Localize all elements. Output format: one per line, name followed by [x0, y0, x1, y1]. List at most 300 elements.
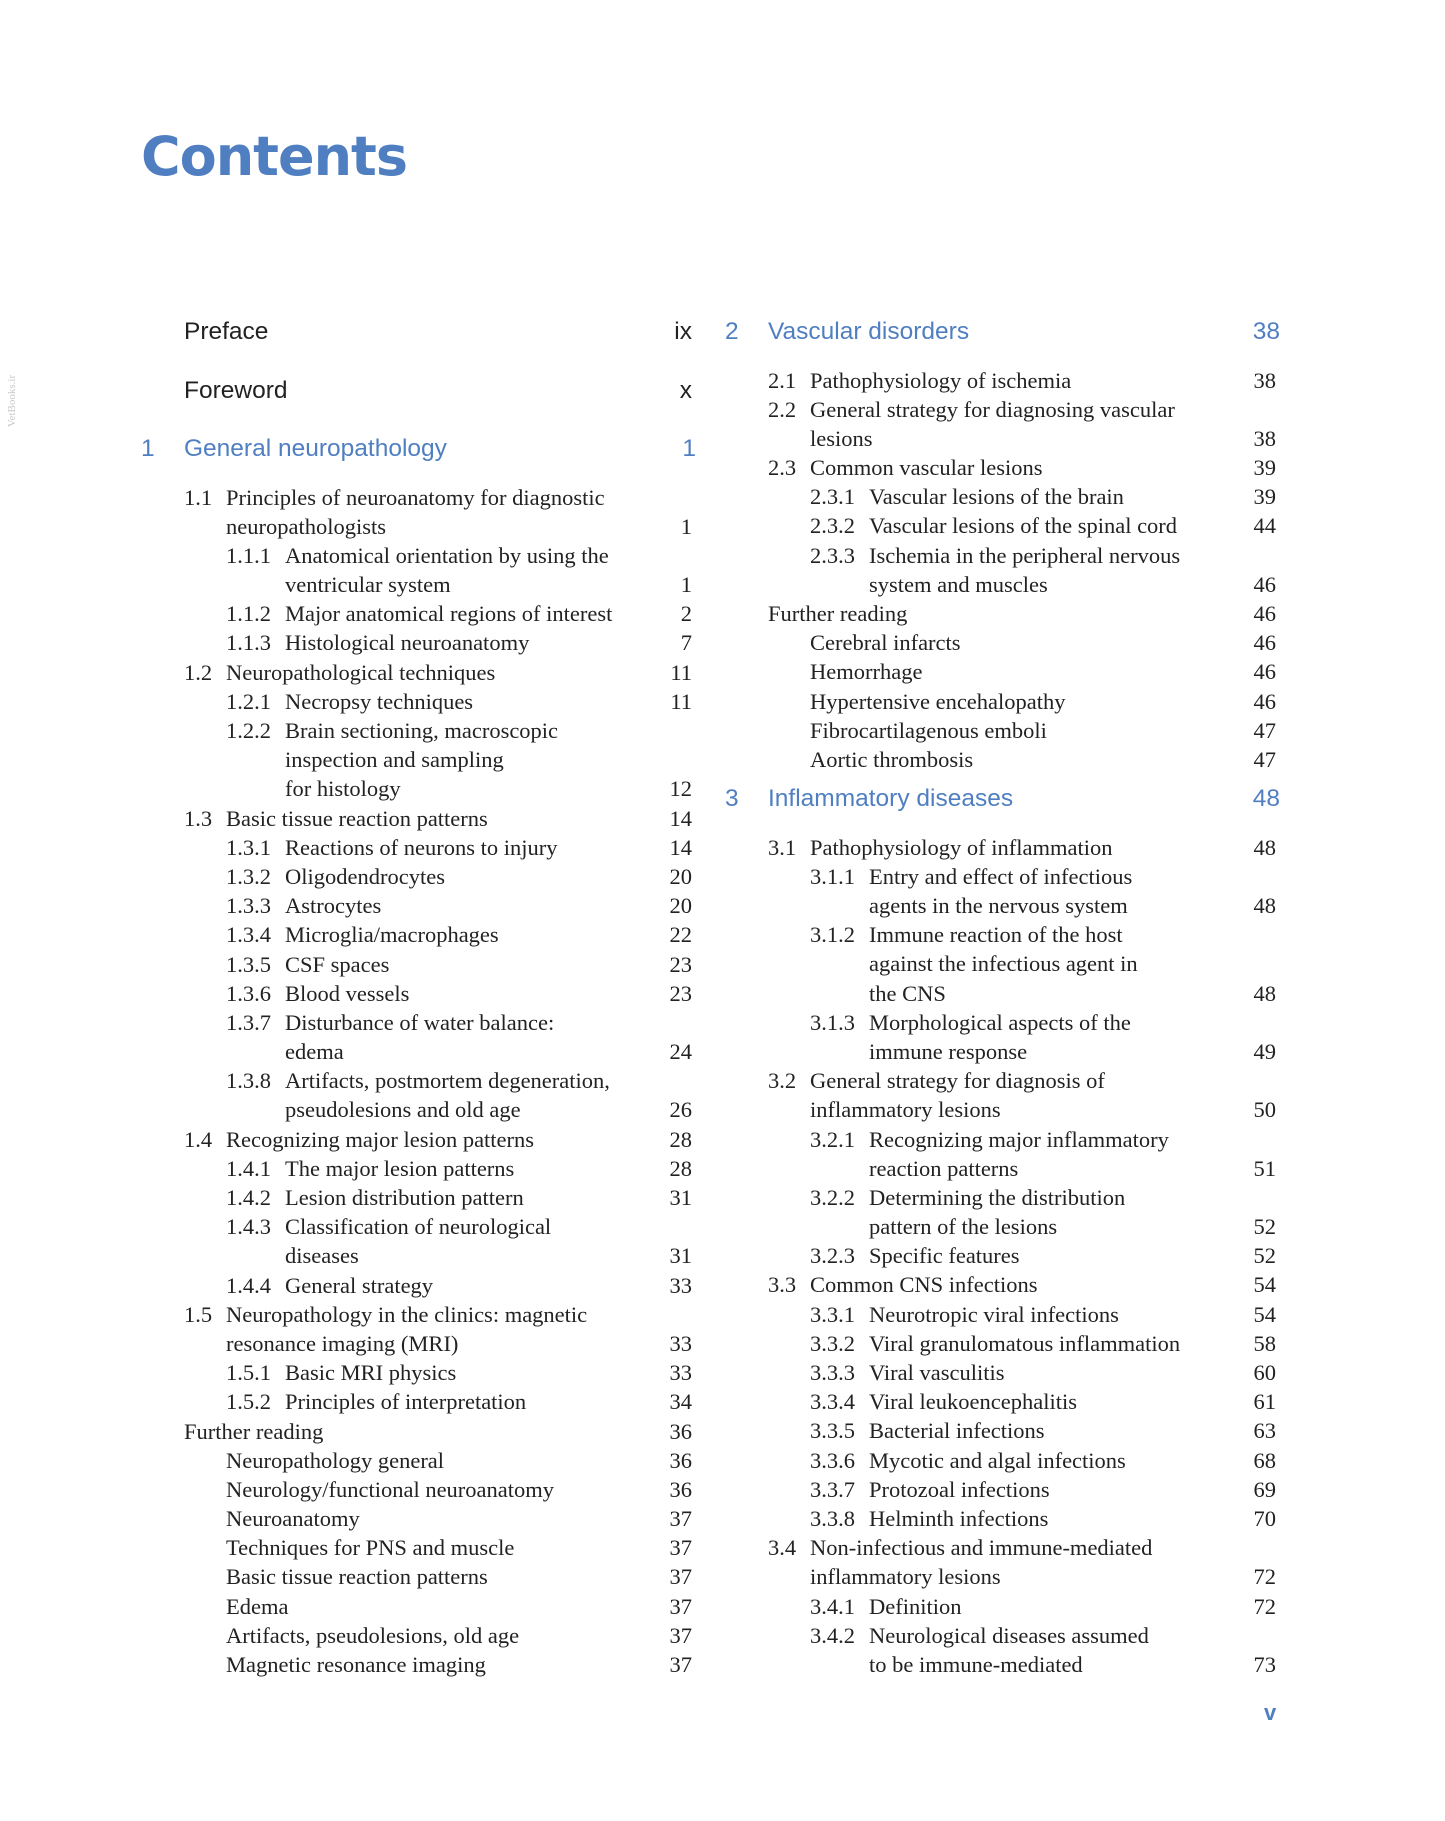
- toc-entry-number: 2.1: [768, 367, 797, 393]
- toc-entry-title: Immune reaction of the host: [869, 922, 1123, 948]
- toc-subsection-entry[interactable]: [141, 862, 696, 891]
- toc-entry-page: 26: [669, 1097, 692, 1123]
- toc-entry-title: Non-infectious and immune-mediated: [810, 1535, 1153, 1561]
- toc-further-reading-item[interactable]: [725, 628, 1280, 657]
- toc-entry-page: 49: [1253, 1038, 1276, 1064]
- toc-entry-number: 2.3.2: [810, 513, 855, 539]
- toc-subsection-entry[interactable]: [725, 511, 1280, 540]
- toc-entry-page: 38: [1253, 367, 1276, 393]
- toc-entry-page: 14: [669, 805, 692, 831]
- watermark: VetBooks.ir: [6, 374, 19, 428]
- toc-further-reading-item[interactable]: [141, 1446, 696, 1475]
- toc-section-entry[interactable]: [141, 483, 696, 512]
- toc-entry-number: 3.1.3: [810, 1009, 855, 1035]
- toc-entry-title: Artifacts, pseudolesions, old age: [226, 1622, 520, 1648]
- toc-section-entry[interactable]: [725, 366, 1280, 395]
- toc-entry-page: 37: [669, 1622, 692, 1648]
- toc-entry-page: 11: [670, 688, 692, 714]
- toc-subsection-entry[interactable]: [725, 1358, 1280, 1387]
- toc-entry-number: 3.4: [768, 1535, 797, 1561]
- toc-subsection-entry[interactable]: [141, 920, 696, 949]
- toc-subsection-entry[interactable]: [725, 1300, 1280, 1329]
- toc-further-reading-item[interactable]: [141, 1592, 696, 1621]
- toc-entry-title: Common CNS infections: [810, 1272, 1038, 1298]
- toc-entry-title: Foreword: [184, 376, 288, 404]
- toc-entry-number: 1.2: [184, 659, 213, 685]
- page-number: v: [1264, 1700, 1277, 1725]
- toc-entry-title: inspection and sampling: [285, 747, 504, 773]
- toc-entry-title: Basic tissue reaction patterns: [226, 805, 488, 831]
- toc-entry-page: 39: [1253, 455, 1276, 481]
- toc-entry-title: Classification of neurological: [285, 1214, 552, 1240]
- toc-section-entry-continued[interactable]: [725, 1095, 1280, 1124]
- toc-entry-title: Histological neuroanatomy: [285, 630, 530, 656]
- toc-entry-page: 51: [1253, 1155, 1276, 1181]
- toc-entry-title: Oligodendrocytes: [285, 863, 445, 889]
- toc-entry-number: 1.3.2: [226, 863, 271, 889]
- toc-entry-title: Necropsy techniques: [285, 688, 474, 714]
- toc-entry-page: 47: [1253, 717, 1276, 743]
- toc-column-right: [725, 307, 1280, 1679]
- toc-section-entry-continued[interactable]: [141, 1329, 696, 1358]
- toc-entry-number: 1.2.1: [226, 688, 271, 714]
- toc-subsection-entry[interactable]: [725, 1183, 1280, 1212]
- toc-entry-number: 3.3: [768, 1272, 797, 1298]
- toc-entry-number: 2.3.3: [810, 542, 855, 568]
- toc-entry-page: 23: [669, 980, 692, 1006]
- toc-entry-title: Neuropathological techniques: [226, 659, 496, 685]
- toc-entry-number: 1.1: [184, 484, 213, 510]
- toc-section-entry-continued[interactable]: [141, 512, 696, 541]
- toc-entry-number: 1.3: [184, 805, 213, 831]
- toc-entry-title: Principles of neuroanatomy for diagnostic: [226, 484, 605, 510]
- toc-subsection-entry-continued[interactable]: [725, 891, 1280, 920]
- toc-subsection-entry[interactable]: [141, 687, 696, 716]
- toc-subsection-entry-continued[interactable]: [725, 979, 1280, 1008]
- toc-entry-title: the CNS: [869, 980, 946, 1006]
- toc-entry-page: 68: [1253, 1447, 1276, 1473]
- toc-entry-page: 20: [669, 863, 692, 889]
- toc-further-reading-item[interactable]: [141, 1650, 696, 1679]
- toc-entry-page: 47: [1253, 746, 1276, 772]
- toc-entry-number: 1.3.8: [226, 1068, 271, 1094]
- toc-entry-page: 61: [1253, 1389, 1276, 1415]
- toc-subsection-entry[interactable]: [141, 716, 696, 745]
- toc-entry-title: agents in the nervous system: [869, 893, 1128, 918]
- toc-entry-title: General strategy: [285, 1272, 434, 1298]
- toc-subsection-entry[interactable]: [141, 1154, 696, 1183]
- toc-entry-page: 33: [669, 1360, 692, 1386]
- toc-entry-page: 1: [682, 435, 696, 462]
- toc-subsection-entry-continued[interactable]: [725, 1650, 1280, 1679]
- toc-entry-title: General strategy for diagnosing vascular: [810, 396, 1175, 422]
- toc-entry-title: Viral granulomatous inflammation: [869, 1330, 1181, 1356]
- toc-entry-title: Definition: [869, 1593, 962, 1619]
- toc-entry-page: 31: [669, 1185, 692, 1210]
- toc-subsection-entry[interactable]: [725, 1008, 1280, 1037]
- toc-entry-number: 1.5: [184, 1301, 213, 1327]
- toc-entry-number: 1.2.2: [226, 718, 271, 743]
- toc-entry-number: 1.4.3: [226, 1214, 271, 1240]
- toc-entry-title: for histology: [285, 776, 401, 802]
- toc-entry-title: Disturbance of water balance:: [285, 1009, 555, 1035]
- toc-entry-number: 1.4.1: [226, 1155, 271, 1181]
- toc-further-reading-item[interactable]: [725, 657, 1280, 686]
- toc-section-entry[interactable]: [725, 1270, 1280, 1299]
- toc-subsection-entry[interactable]: [141, 599, 696, 628]
- toc-subsection-entry-continued[interactable]: [141, 1241, 696, 1270]
- toc-section-entry[interactable]: [141, 804, 696, 833]
- toc-entry-page: 37: [669, 1535, 692, 1561]
- toc-entry-title: Microglia/macrophages: [285, 922, 499, 948]
- toc-subsection-entry-continued[interactable]: [141, 570, 696, 599]
- toc-entry-title: inflammatory lesions: [810, 1564, 1001, 1590]
- toc-subsection-entry-continued[interactable]: [725, 570, 1280, 599]
- toc-subsection-entry[interactable]: [725, 1125, 1280, 1154]
- toc-entry-page: 36: [669, 1418, 692, 1444]
- toc-entry-title: Blood vessels: [285, 980, 410, 1006]
- toc-entry-page: 37: [669, 1652, 692, 1677]
- toc-entry-title: ventricular system: [285, 572, 451, 598]
- toc-subsection-entry[interactable]: [141, 1358, 696, 1387]
- toc-entry-page: 33: [669, 1330, 692, 1356]
- toc-entry-number: 1.1.2: [226, 601, 271, 627]
- toc-entry-title: resonance imaging (MRI): [226, 1330, 459, 1356]
- toc-entry-number: 1.3.3: [226, 893, 271, 919]
- toc-entry-title: diseases: [285, 1243, 359, 1269]
- toc-section-entry-continued[interactable]: [725, 1562, 1280, 1591]
- toc-entry-number: 3.3.3: [810, 1360, 855, 1385]
- toc-entry-page: 73: [1253, 1651, 1276, 1677]
- toc-entry-page: 7: [680, 630, 692, 656]
- toc-subsection-entry[interactable]: [141, 1212, 696, 1241]
- toc-entry-page: 46: [1253, 688, 1276, 714]
- toc-entry-page: 36: [669, 1447, 692, 1473]
- toc-entry-number: 3.3.2: [810, 1330, 855, 1356]
- toc-entry-title: Vascular lesions of the brain: [869, 484, 1124, 510]
- toc-entry-number: 2.2: [768, 396, 797, 422]
- toc-entry-number: 2.3: [768, 455, 797, 481]
- toc-entry-number: 3.3.8: [810, 1505, 855, 1531]
- toc-section-entry-continued[interactable]: [725, 424, 1280, 453]
- toc-entry-number: 1.3.4: [226, 922, 271, 948]
- toc-section-entry[interactable]: [141, 1300, 696, 1329]
- toc-entry-number: 1.5.2: [226, 1389, 271, 1415]
- toc-subsection-entry[interactable]: [141, 1183, 696, 1212]
- toc-further-reading-item[interactable]: [141, 1562, 696, 1591]
- toc-entry-number: 3.3.5: [810, 1418, 855, 1444]
- toc-entry-title: Further reading: [768, 601, 908, 626]
- toc-entry-page: 69: [1253, 1476, 1276, 1502]
- toc-entry-title: Vascular lesions of the spinal cord: [869, 513, 1178, 539]
- toc-section-entry[interactable]: [725, 833, 1280, 862]
- toc-entry-number: 3.1.1: [810, 863, 855, 889]
- toc-entry-title: Mycotic and algal infections: [869, 1447, 1126, 1473]
- toc-entry-title: General strategy for diagnosis of: [810, 1068, 1105, 1094]
- toc-entry-number: 1: [141, 435, 155, 462]
- toc-subsection-entry[interactable]: [725, 1475, 1280, 1504]
- toc-subsection-entry-continued[interactable]: [141, 774, 696, 803]
- toc-further-reading-item[interactable]: [725, 687, 1280, 716]
- toc-entry-title: reaction patterns: [869, 1155, 1019, 1181]
- toc-entry-page: 20: [669, 893, 692, 919]
- toc-entry-number: 2: [725, 318, 739, 345]
- toc-subsection-entry[interactable]: [141, 950, 696, 979]
- toc-entry-number: 3.2.3: [810, 1243, 855, 1269]
- toc-entry-title: Magnetic resonance imaging: [226, 1652, 486, 1677]
- toc-entry-page: 46: [1253, 571, 1276, 597]
- toc-entry-page: 31: [669, 1243, 692, 1269]
- toc-entry-page: 1: [680, 513, 692, 539]
- toc-entry-title: Helminth infections: [869, 1505, 1049, 1531]
- toc-entry-title: Fibrocartilagenous emboli: [810, 717, 1047, 743]
- toc-section-entry[interactable]: [725, 1533, 1280, 1562]
- toc-entry-page: 52: [1253, 1214, 1276, 1240]
- toc-entry-title: inflammatory lesions: [810, 1097, 1001, 1123]
- toc-chapter-entry[interactable]: [141, 424, 696, 483]
- toc-entry-page: 28: [669, 1155, 692, 1181]
- toc-entry-page: 48: [1253, 893, 1276, 918]
- toc-subsection-entry[interactable]: [141, 979, 696, 1008]
- toc-entry-page: 72: [1253, 1593, 1276, 1619]
- toc-entry-number: 1.1.3: [226, 630, 271, 656]
- toc-entry-page: 23: [669, 951, 692, 977]
- toc-entry-page: 44: [1253, 513, 1276, 539]
- toc-entry-title: lesions: [810, 425, 873, 451]
- toc-entry-title: Hemorrhage: [810, 659, 923, 685]
- toc-subsection-entry[interactable]: [141, 1387, 696, 1416]
- toc-entry-title: Common vascular lesions: [810, 455, 1043, 481]
- toc-entry-number: 1.1.1: [226, 542, 271, 568]
- toc-subsection-entry[interactable]: [141, 1008, 696, 1037]
- toc-subsection-entry[interactable]: [141, 541, 696, 570]
- toc-entry-title: Protozoal infections: [869, 1476, 1050, 1502]
- toc-entry-number: 1.4.2: [226, 1185, 271, 1210]
- toc-entry-page: 24: [669, 1039, 692, 1065]
- toc-subsection-entry[interactable]: [725, 1621, 1280, 1650]
- toc-subsection-entry[interactable]: [725, 1329, 1280, 1358]
- toc-front-matter-entry[interactable]: [141, 307, 696, 366]
- toc-entry-title: Hypertensive encehalopathy: [810, 688, 1066, 714]
- toc-entry-title: system and muscles: [869, 571, 1048, 597]
- toc-entry-page: 2: [680, 601, 692, 627]
- toc-entry-title: Lesion distribution pattern: [285, 1185, 524, 1210]
- toc-entry-number: 3.2.1: [810, 1126, 855, 1152]
- toc-entry-title: Neuropathology in the clinics: magnetic: [226, 1301, 588, 1327]
- toc-entry-number: 3: [725, 785, 739, 813]
- toc-entry-number: 1.5.1: [226, 1360, 271, 1386]
- toc-entry-title: Major anatomical regions of interest: [285, 601, 613, 627]
- toc-entry-title: Recognizing major inflammatory: [869, 1126, 1169, 1152]
- toc-chapter-entry[interactable]: [725, 307, 1280, 366]
- toc-section-entry[interactable]: [141, 1125, 696, 1154]
- toc-further-reading-item[interactable]: [141, 1533, 696, 1562]
- toc-entry-title: Neuroanatomy: [226, 1506, 360, 1532]
- toc-entry-title: Bacterial infections: [869, 1418, 1045, 1444]
- toc-entry-page: 46: [1253, 601, 1276, 626]
- toc-entry-title: to be immune-mediated: [869, 1651, 1083, 1677]
- toc-further-reading-item[interactable]: [141, 1621, 696, 1650]
- toc-entry-title: Neuropathology general: [226, 1447, 445, 1473]
- toc-subsection-entry[interactable]: [141, 1066, 696, 1095]
- toc-entry-title: Basic tissue reaction patterns: [226, 1564, 488, 1590]
- toc-entry-title: Ischemia in the peripheral nervous: [869, 542, 1181, 568]
- toc-entry-page: 54: [1253, 1301, 1276, 1327]
- toc-entry-page: 58: [1253, 1330, 1276, 1356]
- toc-entry-number: 3.3.1: [810, 1301, 855, 1327]
- toc-subsection-entry[interactable]: [725, 1416, 1280, 1445]
- toc-entry-number: 3.1: [768, 834, 797, 860]
- toc-subsection-entry-continued[interactable]: [141, 1095, 696, 1124]
- toc-entry-number: 1.3.5: [226, 951, 271, 977]
- toc-entry-page: 22: [669, 922, 692, 948]
- toc-subsection-entry-continued[interactable]: [725, 949, 1280, 978]
- toc-subsection-entry-continued[interactable]: [141, 1037, 696, 1066]
- toc-entry-title: Preface: [184, 318, 269, 345]
- toc-entry-title: Inflammatory diseases: [768, 785, 1014, 813]
- toc-subsection-entry[interactable]: [725, 482, 1280, 511]
- toc-section-entry[interactable]: [725, 395, 1280, 424]
- toc-subsection-entry-continued[interactable]: [725, 1154, 1280, 1183]
- toc-entry-title: Cerebral infarcts: [810, 630, 961, 656]
- toc-subsection-entry-continued[interactable]: [725, 1212, 1280, 1241]
- toc-entry-page: 46: [1253, 659, 1276, 685]
- toc-entry-title: Astrocytes: [285, 893, 382, 919]
- toc-entry-number: 3.1.2: [810, 922, 855, 948]
- toc-entry-title: Entry and effect of infectious: [869, 863, 1133, 889]
- toc-entry-title: pseudolesions and old age: [285, 1097, 521, 1123]
- toc-entry-title: Viral leukoencephalitis: [869, 1389, 1077, 1415]
- toc-entry-page: 37: [669, 1564, 692, 1590]
- toc-entry-title: Anatomical orientation by using the: [285, 542, 609, 568]
- toc-entry-number: 2.3.1: [810, 484, 855, 510]
- toc-column-left: [141, 307, 696, 1679]
- toc-entry-title: Morphological aspects of the: [869, 1009, 1131, 1035]
- toc-entry-page: 14: [669, 834, 692, 860]
- toc-section-entry[interactable]: [141, 658, 696, 687]
- toc-entry-title: Aortic thrombosis: [810, 746, 974, 772]
- toc-entry-title: Neurological diseases assumed: [869, 1622, 1149, 1648]
- toc-subsection-entry[interactable]: [725, 1446, 1280, 1475]
- toc-subsection-entry[interactable]: [725, 541, 1280, 570]
- toc-entry-title: Reactions of neurons to injury: [285, 834, 558, 860]
- toc-entry-title: Brain sectioning, macroscopic: [285, 718, 559, 743]
- toc-further-reading-item[interactable]: [141, 1475, 696, 1504]
- toc-entry-number: 3.4.2: [810, 1622, 855, 1648]
- toc-subsection-entry[interactable]: [725, 1592, 1280, 1621]
- toc-section-entry[interactable]: [725, 453, 1280, 482]
- toc-subsection-entry[interactable]: [141, 891, 696, 920]
- toc-subsection-entry-continued[interactable]: [141, 745, 696, 774]
- toc-further-reading-item[interactable]: [725, 745, 1280, 774]
- toc-subsection-entry[interactable]: [725, 862, 1280, 891]
- toc-subsection-entry[interactable]: [725, 1504, 1280, 1533]
- toc-subsection-entry[interactable]: [141, 833, 696, 862]
- toc-entry-page: 28: [669, 1126, 692, 1152]
- toc-entry-title: Specific features: [869, 1243, 1020, 1269]
- toc-entry-page: 72: [1253, 1564, 1276, 1590]
- toc-entry-title: Artifacts, postmortem degeneration,: [285, 1068, 610, 1094]
- toc-entry-page: 34: [669, 1389, 692, 1415]
- toc-entry-page: 38: [1252, 318, 1280, 345]
- toc-entry-title: edema: [285, 1039, 344, 1065]
- toc-entry-title: Principles of interpretation: [285, 1389, 527, 1415]
- toc-entry-page: 48: [1252, 785, 1280, 813]
- toc-chapter-entry[interactable]: [725, 774, 1280, 833]
- toc-subsection-entry-continued[interactable]: [725, 1037, 1280, 1066]
- toc-entry-page: 60: [1253, 1360, 1276, 1385]
- toc-entry-title: Viral vasculitis: [869, 1360, 1005, 1385]
- toc-entry-title: The major lesion patterns: [285, 1155, 515, 1181]
- toc-entry-title: General neuropathology: [184, 435, 447, 462]
- toc-entry-number: 1.4: [184, 1126, 213, 1152]
- toc-entry-page: 11: [670, 659, 692, 685]
- toc-entry-title: Neurotropic viral infections: [869, 1301, 1119, 1327]
- toc-entry-number: 1.3.1: [226, 834, 271, 860]
- toc-entry-title: Determining the distribution: [869, 1184, 1126, 1210]
- toc-section-entry[interactable]: [725, 1066, 1280, 1095]
- toc-further-reading-entry[interactable]: [141, 1417, 696, 1446]
- toc-entry-page: 38: [1253, 425, 1276, 451]
- toc-entry-number: 1.3.6: [226, 980, 271, 1006]
- toc-entry-title: Pathophysiology of ischemia: [810, 367, 1072, 393]
- toc-further-reading-entry[interactable]: [725, 599, 1280, 628]
- toc-subsection-entry[interactable]: [141, 1271, 696, 1300]
- toc-entry-number: 1.4.4: [226, 1272, 271, 1298]
- toc-entry-number: 3.2.2: [810, 1184, 855, 1210]
- toc-entry-title: pattern of the lesions: [869, 1214, 1058, 1240]
- toc-entry-page: 1: [680, 572, 692, 598]
- toc-entry-page: 48: [1253, 834, 1276, 860]
- toc-subsection-entry[interactable]: [725, 920, 1280, 949]
- toc-entry-number: 1.3.7: [226, 1009, 271, 1035]
- toc-further-reading-item[interactable]: [141, 1504, 696, 1533]
- toc-entry-title: Vascular disorders: [768, 318, 970, 345]
- toc-entry-title: against the infectious agent in: [869, 951, 1138, 977]
- toc-entry-page: 36: [669, 1476, 692, 1502]
- toc-further-reading-item[interactable]: [725, 716, 1280, 745]
- toc-entry-title: Edema: [226, 1593, 289, 1619]
- toc-entry-page: 70: [1253, 1505, 1276, 1531]
- toc-entry-number: 3.4.1: [810, 1593, 855, 1619]
- toc-entry-title: CSF spaces: [285, 951, 390, 977]
- toc-entry-title: immune response: [869, 1038, 1028, 1064]
- toc-entry-page: 54: [1253, 1272, 1276, 1298]
- toc-entry-page: 37: [669, 1593, 692, 1619]
- toc-entry-page: 37: [669, 1506, 692, 1532]
- toc-entry-title: Pathophysiology of inflammation: [810, 834, 1113, 860]
- page-title: Contents: [141, 125, 408, 188]
- toc-entry-page: 48: [1253, 980, 1276, 1006]
- toc-entry-title: Basic MRI physics: [285, 1360, 457, 1386]
- toc-entry-title: neuropathologists: [226, 513, 386, 539]
- toc-entry-page: 50: [1253, 1097, 1276, 1123]
- toc-subsection-entry[interactable]: [725, 1387, 1280, 1416]
- toc-entry-title: Techniques for PNS and muscle: [226, 1535, 515, 1561]
- toc-entry-number: 3.3.7: [810, 1476, 855, 1502]
- toc-subsection-entry[interactable]: [725, 1241, 1280, 1270]
- toc-entry-title: Neurology/functional neuroanatomy: [226, 1476, 555, 1502]
- toc-front-matter-entry[interactable]: [141, 366, 696, 425]
- toc-entry-number: 3.2: [768, 1068, 797, 1094]
- toc-entry-title: Recognizing major lesion patterns: [226, 1126, 535, 1152]
- toc-entry-page: 39: [1253, 484, 1276, 510]
- toc-entry-number: 3.3.4: [810, 1389, 855, 1415]
- toc-entry-page: 33: [669, 1272, 692, 1298]
- toc-subsection-entry[interactable]: [141, 628, 696, 657]
- toc-entry-page: 12: [669, 776, 692, 802]
- toc-entry-title: Further reading: [184, 1418, 324, 1444]
